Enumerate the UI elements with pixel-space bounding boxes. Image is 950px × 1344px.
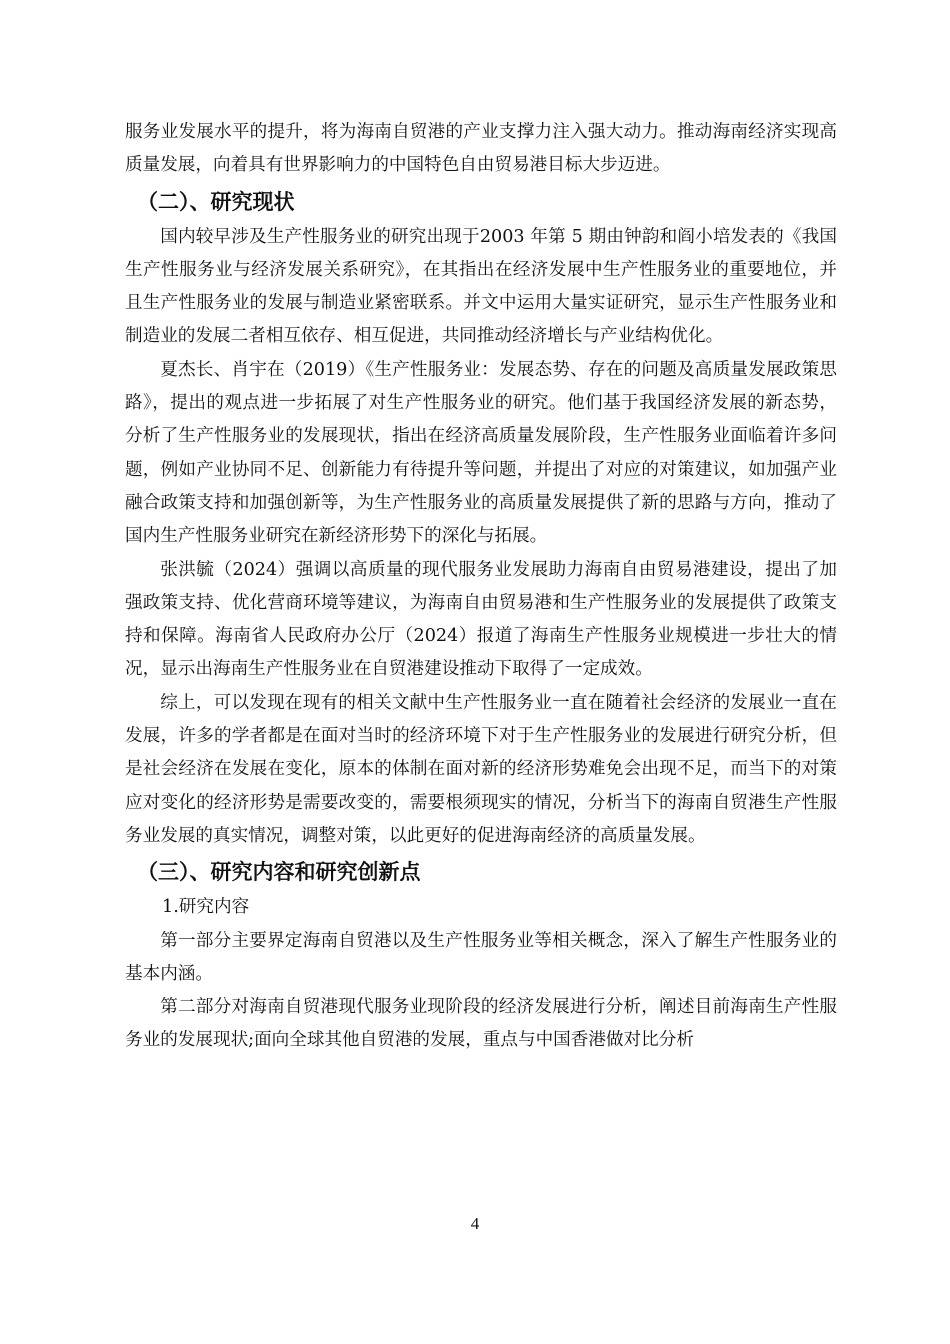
paragraph-part-two: 第二部分对海南自贸港现代服务业现阶段的经济发展进行分析，阐述目前海南生产性服务业的发展现状;面向全球其他自贸港的发展，重点与中国香港做对比分析 <box>125 997 837 1051</box>
paragraph-summary: 综上，可以发现在现有的相关文献中生产性服务业一直在随着社会经济的发展业一直在发展，许多的学者都是在面对当时的经济环境下对于生产性服务业的发展进行研究分析，但是社会经济在发展在变化，原本的体制在面对新的经济形势难免会出现不足，而当下的对策应对变化的经济形势是需要改变的，需要根须现实的情况，分析当下的海南自贸港生产性服务业发展的真实情况，调整对策，以此更好的促进海南经济的高质量发展。 <box>125 692 837 846</box>
document-page <box>125 116 837 1058</box>
section-heading-research-status: （二）、研究现状 <box>137 189 295 214</box>
page-number: 4 <box>470 1214 480 1233</box>
subheading-research-content: 1.研究内容 <box>162 897 250 918</box>
paragraph-zhang-hongyu: 张洪毓（2024）强调以高质量的现代服务业发展助力海南自由贸易港建设，提出了加强政策支持、优化营商环境等建议，为海南自由贸易港和生产性服务业的发展提供了政策支持和保障。海南省人民政府办公厅（2024）报道了海南生产性服务业规模进一步壮大的情况，显示出海南生产性服务业在自贸港建设推动下取得了一定成效。 <box>125 559 837 680</box>
paragraph-xia-xiao: 夏杰长、肖宇在（2019）《生产性服务业：发展态势、存在的问题及高质量发展政策思路》，提出的观点进一步拓展了对生产性服务业的研究。他们基于我国经济发展的新态势，分析了生产性服务业的发展现状，指出在经济高质量发展阶段，生产性服务业面临着许多问题，例如产业协同不足、创新能力有待提升等问题，并提出了对应的对策建议，如加强产业融合政策支持和加强创新等，为生产性服务业的高质量发展提供了新的思路与方向，推动了国内生产性服务业研究在新经济形势下的深化与拓展。 <box>125 359 837 547</box>
paragraph-part-one: 第一部分主要界定海南自贸港以及生产性服务业等相关概念，深入了解生产性服务业的基本内涵。 <box>125 930 837 984</box>
section-heading-research-content: （三）、研究内容和研究创新点 <box>137 860 421 885</box>
paragraph-intro-continued: 服务业发展水平的提升，将为海南自贸港的产业支撑力注入强大动力。推动海南经济实现高质量发展，向着具有世界影响力的中国特色自由贸易港目标大步迈进。 <box>125 122 837 176</box>
paragraph-zhong-yan: 国内较早涉及生产性服务业的研究出现于2003 年第 5 期由钟韵和阎小培发表的《我国生产性服务业与经济发展关系研究》，在其指出在经济发展中生产性服务业的重要地位，并且生产性服务业的发展与制造业紧密联系。并文中运用大量实证研究，显示生产性服务业和制造业的发展二者相互依存、相互促进，共同推动经济增长与产业结构优化。 <box>125 226 837 347</box>
